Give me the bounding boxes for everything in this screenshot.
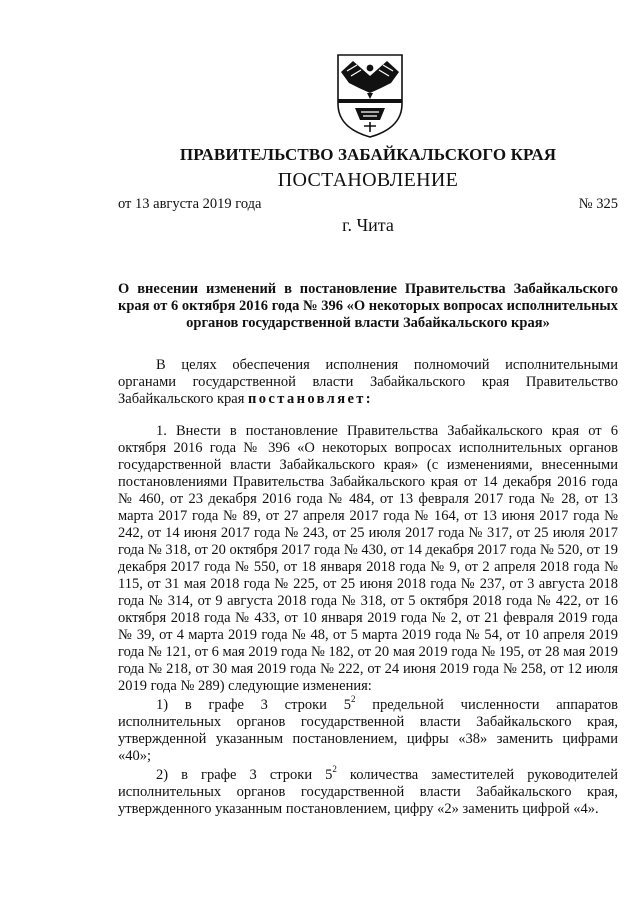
subitem-1-after: предельной численности аппаратов исполнительных органов государственной власти Забайкальского края, утвержденной указанным постановлением, цифры «38» заменить цифрами «40»; [118, 697, 618, 764]
subitem-2-after: количества заместителей руководителей исполнительных органов государственной власти Забайкальского края, утвержденного указанным постановлением, цифру «2» заменить цифрой «4». [118, 767, 618, 817]
document-type: ПОСТАНОВЛЕНИЕ [277, 169, 459, 191]
subitem-2 [118, 764, 618, 818]
document-number: № 325 [578, 196, 618, 212]
subitem-2-superscript: 2 [332, 764, 337, 774]
subitem-1 [118, 694, 618, 765]
item-1: 1. Внести в постановление Правительства Забайкальского края от 6 октября 2016 года № 396 «О некоторых вопросах исполнительных органов государственной власти Забайкальского края» (с изменениями, внесенными постановлениями Правительства Забайкальского края от 14 декабря 2016 года № 460, от 23 декабря 2016 года № 484, от 13 февраля 2017 года № 28, от 13 марта 2017 года № 89, от 27 апреля 2017 года № 164, от 13 июня 2017 года № 242, от 14 июня 2017 года № 243, от 25 июля 2017 года № 317, от 25 июля 2017 года № 318, от 20 октября 2017 года № 430, от 14 декабря 2017 года № 520, от 19 декабря 2017 года № 550, от 18 января 2018 года № 9, от 2 апреля 2018 года № 115, от 31 мая 2018 года № 225, от 25 июня 2018 года № 237, от 3 августа 2018 года № 314, от 9 августа 2018 года № 318, от 5 октября 2018 года № 422, от 16 октября 2018 года № 433, от 10 января 2019 года № 2, от 21 февраля 2019 года № 39, от 4 марта 2019 года № 48, от 5 марта 2019 года № 54, от 10 апреля 2019 года № 121, от 6 мая 2019 года № 182, от 20 мая 2019 года № 195, от 28 мая 2019 года № 218, от 30 мая 2019 года № 222, от 24 июня 2019 года № 258, от 12 июля 2019 года № 289) следующие изменения: [118, 423, 618, 694]
date-number-row [118, 196, 618, 213]
document-date: от 13 августа 2019 года [118, 196, 262, 212]
document-city: г. Чита [342, 215, 394, 235]
preamble-text: В целях обеспечения исполнения полномочий исполнительными органами государственной власти Забайкальского края Правительство Забайкальского края [118, 357, 618, 407]
document-body [118, 281, 618, 818]
subitem-1-before: 1) в графе 3 строки 5 [156, 697, 351, 713]
subitem-1-superscript: 2 [350, 694, 356, 704]
government-title: ПРАВИТЕЛЬСТВО ЗАБАЙКАЛЬСКОГО КРАЯ [179, 145, 557, 164]
resolve-word: постановляет: [248, 391, 374, 407]
preamble [118, 357, 618, 408]
subitem-2-before: 2) в графе 3 строки 5 [156, 767, 333, 783]
document-heading: О внесении изменений в постановление Правительства Забайкальского края от 6 октября 2016 года № 396 «О некоторых вопросах исполнительных органов государственной власти Забайкальского края» [118, 281, 618, 331]
coat-of-arms-icon [333, 52, 407, 138]
